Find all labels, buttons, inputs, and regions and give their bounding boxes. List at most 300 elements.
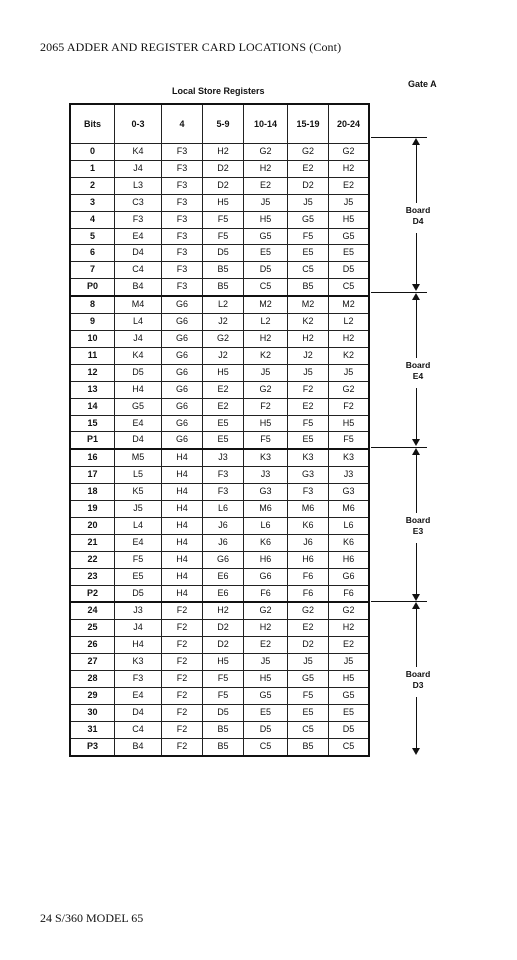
location-cell: J5 — [244, 364, 288, 381]
table-row — [70, 177, 369, 194]
location-cell: E4 — [115, 688, 162, 705]
location-cell: D2 — [288, 637, 329, 654]
location-cell: F5 — [203, 671, 244, 688]
table-row — [70, 144, 369, 161]
bit-cell: P2 — [70, 585, 115, 602]
location-cell: F2 — [162, 721, 203, 738]
column-header: 15-19 — [288, 104, 329, 144]
board-label-id: E4 — [412, 371, 424, 381]
location-cell: J5 — [288, 194, 329, 211]
location-cell: H2 — [288, 330, 329, 347]
column-header: 4 — [162, 104, 203, 144]
table-row — [70, 637, 369, 654]
table-row — [70, 211, 369, 228]
table-row — [70, 245, 369, 262]
bit-cell: 31 — [70, 721, 115, 738]
location-cell: F3 — [162, 279, 203, 296]
board-label — [400, 360, 436, 382]
location-cell: M6 — [244, 501, 288, 518]
table-row — [70, 671, 369, 688]
location-cell: J5 — [288, 654, 329, 671]
page-title: 2065 ADDER AND REGISTER CARD LOCATIONS (Cont) — [40, 40, 342, 54]
location-cell: D5 — [203, 704, 244, 721]
location-cell: G6 — [162, 381, 203, 398]
location-cell: F5 — [203, 228, 244, 245]
location-cell: J5 — [329, 364, 370, 381]
location-cell: L2 — [329, 314, 370, 331]
location-cell: M6 — [329, 501, 370, 518]
table-row — [70, 551, 369, 568]
bracket-line — [416, 298, 417, 358]
location-cell: D4 — [115, 245, 162, 262]
location-cell: M2 — [329, 296, 370, 313]
location-cell: F2 — [162, 620, 203, 637]
location-cell: F3 — [162, 194, 203, 211]
location-cell: D5 — [329, 262, 370, 279]
location-cell: F3 — [162, 245, 203, 262]
location-cell: L6 — [244, 517, 288, 534]
bit-cell: 5 — [70, 228, 115, 245]
location-cell: J6 — [203, 517, 244, 534]
location-cell: K2 — [244, 347, 288, 364]
location-cell: C5 — [288, 262, 329, 279]
location-cell: L5 — [115, 467, 162, 484]
location-cell: J5 — [288, 364, 329, 381]
location-cell: C4 — [115, 721, 162, 738]
location-cell: G3 — [329, 484, 370, 501]
location-cell: C5 — [329, 279, 370, 296]
location-cell: K4 — [115, 144, 162, 161]
location-cell: E2 — [288, 160, 329, 177]
location-cell: G6 — [244, 568, 288, 585]
location-cell: F3 — [115, 671, 162, 688]
location-cell: L4 — [115, 517, 162, 534]
location-cell: D5 — [115, 364, 162, 381]
location-cell: K2 — [288, 314, 329, 331]
location-cell: G6 — [203, 551, 244, 568]
location-cell: F6 — [288, 568, 329, 585]
location-cell: H2 — [244, 160, 288, 177]
location-cell: E5 — [329, 704, 370, 721]
location-cell: E2 — [288, 620, 329, 637]
table-row — [70, 534, 369, 551]
table-row — [70, 654, 369, 671]
location-cell: D2 — [203, 620, 244, 637]
location-cell: F5 — [115, 551, 162, 568]
location-cell: G5 — [329, 228, 370, 245]
bit-cell: 25 — [70, 620, 115, 637]
location-cell: H5 — [203, 654, 244, 671]
location-cell: G6 — [162, 347, 203, 364]
location-cell: G6 — [162, 415, 203, 432]
bit-cell: 15 — [70, 415, 115, 432]
location-cell: F6 — [288, 585, 329, 602]
location-cell: H4 — [162, 568, 203, 585]
table-row — [70, 704, 369, 721]
bit-cell: P1 — [70, 432, 115, 449]
location-cell: E5 — [288, 245, 329, 262]
location-cell: G6 — [162, 432, 203, 449]
location-cell: E2 — [203, 398, 244, 415]
location-cell: L2 — [244, 314, 288, 331]
location-cell: D4 — [115, 432, 162, 449]
location-cell: J6 — [203, 534, 244, 551]
location-cell: B5 — [288, 279, 329, 296]
column-header: 0-3 — [115, 104, 162, 144]
bracket-line — [416, 697, 417, 751]
location-cell: B5 — [203, 262, 244, 279]
location-cell: K3 — [329, 449, 370, 466]
location-cell: K6 — [244, 534, 288, 551]
arrow-down-icon — [412, 594, 420, 601]
location-cell: F5 — [203, 211, 244, 228]
location-cell: C5 — [329, 738, 370, 755]
location-cell: F2 — [162, 704, 203, 721]
location-cell: F3 — [162, 211, 203, 228]
location-cell: E2 — [329, 637, 370, 654]
location-cell: D4 — [115, 704, 162, 721]
location-cell: H5 — [329, 671, 370, 688]
location-cell: E5 — [203, 415, 244, 432]
location-cell: L2 — [203, 296, 244, 313]
location-cell: H5 — [244, 211, 288, 228]
location-cell: F3 — [162, 160, 203, 177]
location-cell: M5 — [115, 449, 162, 466]
board-label-word: Board — [405, 360, 431, 370]
location-cell: E5 — [288, 704, 329, 721]
board-label-word: Board — [405, 205, 431, 215]
location-cell: C4 — [115, 262, 162, 279]
bit-cell: 7 — [70, 262, 115, 279]
location-cell: E2 — [203, 381, 244, 398]
location-cell: B5 — [203, 721, 244, 738]
location-cell: G6 — [162, 398, 203, 415]
location-cell: H4 — [162, 484, 203, 501]
location-cell: C3 — [115, 194, 162, 211]
bit-cell: 17 — [70, 467, 115, 484]
location-cell: J4 — [115, 620, 162, 637]
location-cell: L3 — [115, 177, 162, 194]
location-cell: J4 — [115, 160, 162, 177]
location-cell: G2 — [329, 381, 370, 398]
bit-cell: 8 — [70, 296, 115, 313]
location-cell: G2 — [203, 330, 244, 347]
location-cell: H4 — [162, 585, 203, 602]
table-row — [70, 467, 369, 484]
location-cell: E4 — [115, 415, 162, 432]
bit-cell: 29 — [70, 688, 115, 705]
location-cell: J2 — [203, 314, 244, 331]
table-row — [70, 484, 369, 501]
location-cell: H6 — [244, 551, 288, 568]
location-cell: D5 — [203, 245, 244, 262]
location-cell: G3 — [288, 467, 329, 484]
table-row — [70, 568, 369, 585]
table-row — [70, 279, 369, 296]
bracket-line — [416, 543, 417, 597]
location-cell: H4 — [162, 501, 203, 518]
table-row — [70, 381, 369, 398]
location-cell: E6 — [203, 585, 244, 602]
board-label-id: D3 — [412, 680, 424, 690]
location-cell: H2 — [329, 330, 370, 347]
location-cell: F3 — [115, 211, 162, 228]
column-header: 5-9 — [203, 104, 244, 144]
location-cell: H4 — [115, 637, 162, 654]
board-label-word: Board — [405, 669, 431, 679]
table-row — [70, 688, 369, 705]
board-label-id: E3 — [412, 526, 424, 536]
location-cell: F5 — [203, 688, 244, 705]
location-cell: D2 — [203, 637, 244, 654]
bit-cell: 3 — [70, 194, 115, 211]
location-cell: G5 — [244, 228, 288, 245]
location-cell: J5 — [244, 194, 288, 211]
location-cell: B5 — [288, 738, 329, 755]
location-cell: G2 — [244, 602, 288, 619]
location-cell: M6 — [288, 501, 329, 518]
location-cell: D5 — [244, 721, 288, 738]
location-cell: M2 — [288, 296, 329, 313]
location-cell: G5 — [244, 688, 288, 705]
bit-cell: 0 — [70, 144, 115, 161]
location-cell: L4 — [115, 314, 162, 331]
table-row — [70, 449, 369, 466]
location-cell: H4 — [162, 449, 203, 466]
location-cell: E4 — [115, 228, 162, 245]
location-cell: G5 — [329, 688, 370, 705]
location-cell: H6 — [288, 551, 329, 568]
location-cell: D5 — [329, 721, 370, 738]
location-cell: G6 — [162, 314, 203, 331]
location-cell: F2 — [162, 654, 203, 671]
location-cell: G6 — [162, 296, 203, 313]
location-cell: F3 — [162, 228, 203, 245]
location-cell: G2 — [329, 144, 370, 161]
bit-cell: 6 — [70, 245, 115, 262]
location-cell: H5 — [329, 211, 370, 228]
gate-label: Gate A — [408, 79, 437, 89]
location-cell: F2 — [162, 671, 203, 688]
bit-cell: 1 — [70, 160, 115, 177]
table-row — [70, 721, 369, 738]
bit-cell: 23 — [70, 568, 115, 585]
location-cell: F5 — [288, 688, 329, 705]
location-cell: F3 — [203, 484, 244, 501]
bit-cell: 24 — [70, 602, 115, 619]
location-cell: E6 — [203, 568, 244, 585]
bit-cell: 10 — [70, 330, 115, 347]
bit-cell: 30 — [70, 704, 115, 721]
location-cell: D5 — [244, 262, 288, 279]
location-cell: F2 — [162, 688, 203, 705]
location-cell: G6 — [329, 568, 370, 585]
bit-cell: 9 — [70, 314, 115, 331]
bracket-line — [416, 388, 417, 442]
location-cell: F5 — [244, 432, 288, 449]
location-cell: K3 — [115, 654, 162, 671]
location-cell: J3 — [329, 467, 370, 484]
location-cell: G2 — [244, 381, 288, 398]
table-row — [70, 501, 369, 518]
bracket-line — [416, 143, 417, 203]
bit-cell: 27 — [70, 654, 115, 671]
column-header: 10-14 — [244, 104, 288, 144]
local-store-registers-table — [69, 103, 370, 757]
bit-cell: 26 — [70, 637, 115, 654]
arrow-down-icon — [412, 284, 420, 291]
location-cell: F3 — [162, 144, 203, 161]
bit-cell: 28 — [70, 671, 115, 688]
bit-cell: 16 — [70, 449, 115, 466]
bit-cell: 18 — [70, 484, 115, 501]
column-header: Bits — [70, 104, 115, 144]
location-cell: B4 — [115, 279, 162, 296]
location-cell: F5 — [329, 432, 370, 449]
board-label — [400, 205, 436, 227]
table-body — [70, 144, 369, 756]
location-cell: E5 — [244, 245, 288, 262]
bit-cell: 4 — [70, 211, 115, 228]
location-cell: F2 — [288, 381, 329, 398]
location-cell: K2 — [329, 347, 370, 364]
location-cell: H4 — [162, 467, 203, 484]
location-cell: H5 — [203, 194, 244, 211]
location-cell: J2 — [288, 347, 329, 364]
table-row — [70, 228, 369, 245]
table-row — [70, 602, 369, 619]
location-cell: C5 — [244, 279, 288, 296]
location-cell: E5 — [203, 432, 244, 449]
location-cell: J3 — [115, 602, 162, 619]
location-cell: D5 — [115, 585, 162, 602]
bit-cell: P0 — [70, 279, 115, 296]
location-cell: F5 — [288, 415, 329, 432]
location-cell: H2 — [329, 160, 370, 177]
location-cell: H2 — [244, 620, 288, 637]
location-cell: J6 — [288, 534, 329, 551]
location-cell: F2 — [162, 602, 203, 619]
board-label-id: D4 — [412, 216, 424, 226]
location-cell: E5 — [288, 432, 329, 449]
location-cell: J2 — [203, 347, 244, 364]
location-cell: G5 — [288, 211, 329, 228]
location-cell: K5 — [115, 484, 162, 501]
table-row — [70, 585, 369, 602]
table-row — [70, 517, 369, 534]
location-cell: L6 — [329, 517, 370, 534]
location-cell: E2 — [244, 177, 288, 194]
location-cell: H6 — [329, 551, 370, 568]
bit-cell: 22 — [70, 551, 115, 568]
location-cell: J3 — [203, 449, 244, 466]
location-cell: G2 — [288, 602, 329, 619]
table-row — [70, 314, 369, 331]
location-cell: F2 — [244, 398, 288, 415]
location-cell: H5 — [203, 364, 244, 381]
location-cell: H2 — [244, 330, 288, 347]
location-cell: E5 — [244, 704, 288, 721]
location-cell: D2 — [288, 177, 329, 194]
table-row — [70, 620, 369, 637]
board-label — [400, 669, 436, 691]
table-row — [70, 432, 369, 449]
location-cell: B5 — [203, 279, 244, 296]
bit-cell: 11 — [70, 347, 115, 364]
bit-cell: 20 — [70, 517, 115, 534]
location-cell: J4 — [115, 330, 162, 347]
bit-cell: 13 — [70, 381, 115, 398]
bit-cell: P3 — [70, 738, 115, 755]
arrow-down-icon — [412, 748, 420, 755]
location-cell: E5 — [329, 245, 370, 262]
location-cell: G2 — [244, 144, 288, 161]
location-cell: H5 — [244, 415, 288, 432]
bit-cell: 12 — [70, 364, 115, 381]
location-cell: J5 — [329, 654, 370, 671]
location-cell: E2 — [329, 177, 370, 194]
table-caption: Local Store Registers — [172, 86, 265, 96]
table-header-row — [70, 104, 369, 144]
board-label — [400, 515, 436, 537]
location-cell: K6 — [329, 534, 370, 551]
location-cell: C5 — [288, 721, 329, 738]
location-cell: F2 — [162, 738, 203, 755]
table-row — [70, 160, 369, 177]
location-cell: K4 — [115, 347, 162, 364]
location-cell: H4 — [162, 534, 203, 551]
arrow-down-icon — [412, 439, 420, 446]
location-cell: K3 — [288, 449, 329, 466]
location-cell: G6 — [162, 330, 203, 347]
table-row — [70, 738, 369, 755]
table-row — [70, 296, 369, 313]
location-cell: F3 — [162, 262, 203, 279]
table-row — [70, 398, 369, 415]
bracket-line — [416, 607, 417, 667]
table-row — [70, 194, 369, 211]
location-cell: H5 — [329, 415, 370, 432]
location-cell: G5 — [115, 398, 162, 415]
bit-cell: 14 — [70, 398, 115, 415]
location-cell: F3 — [203, 467, 244, 484]
location-cell: B5 — [203, 738, 244, 755]
table-row — [70, 262, 369, 279]
bit-cell: 21 — [70, 534, 115, 551]
location-cell: K3 — [244, 449, 288, 466]
location-cell: F5 — [288, 228, 329, 245]
location-cell: H4 — [162, 517, 203, 534]
location-cell: H2 — [329, 620, 370, 637]
location-cell: G3 — [244, 484, 288, 501]
table-row — [70, 347, 369, 364]
location-cell: L6 — [203, 501, 244, 518]
location-cell: J5 — [244, 654, 288, 671]
location-cell: D2 — [203, 177, 244, 194]
location-cell: F2 — [329, 398, 370, 415]
bracket-line — [416, 453, 417, 513]
table-row — [70, 330, 369, 347]
location-cell: F6 — [244, 585, 288, 602]
location-cell: H2 — [203, 144, 244, 161]
table-row — [70, 415, 369, 432]
location-cell: E5 — [115, 568, 162, 585]
board-label-word: Board — [405, 515, 431, 525]
bit-cell: 19 — [70, 501, 115, 518]
location-cell: J3 — [244, 467, 288, 484]
location-cell: G6 — [162, 364, 203, 381]
location-cell: H5 — [244, 671, 288, 688]
